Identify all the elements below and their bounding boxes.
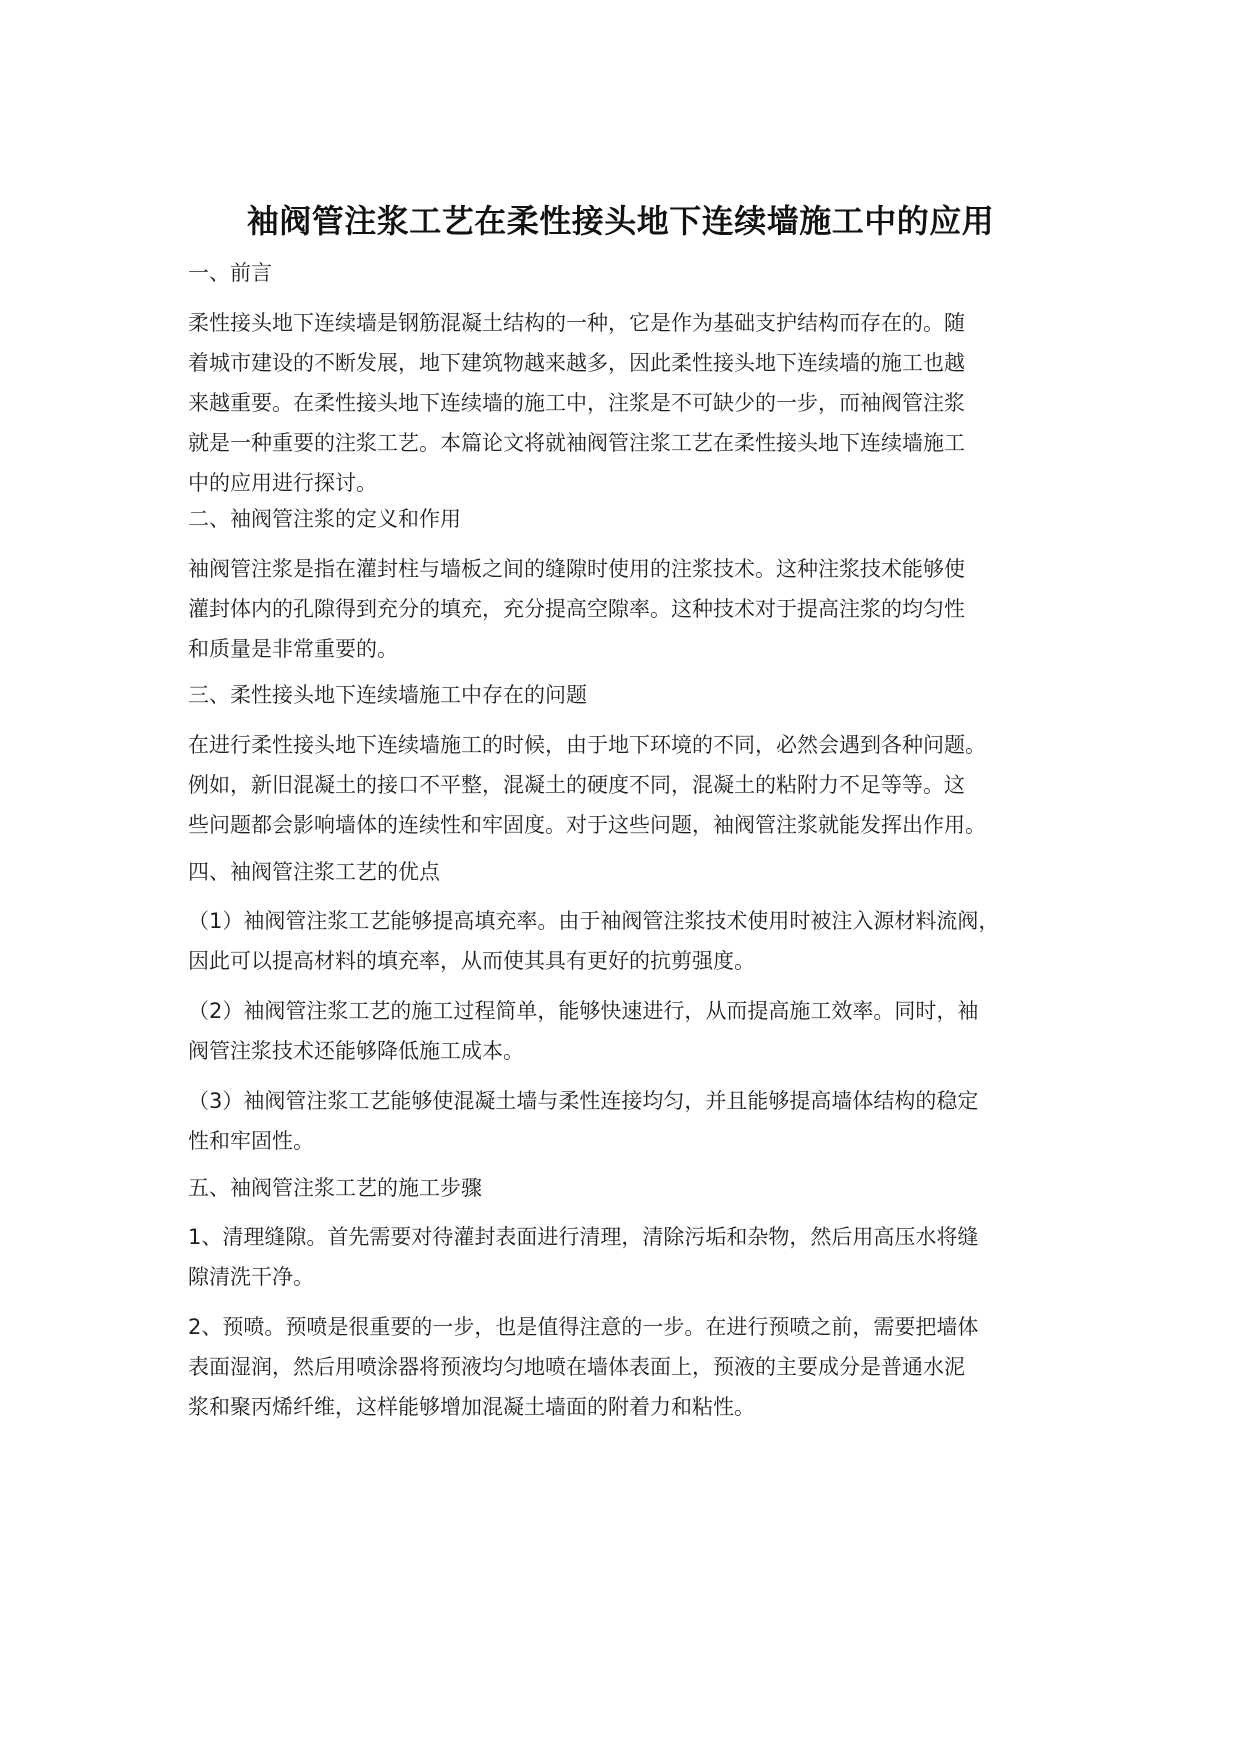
paragraph-line: 性和牢固性。 (188, 1129, 314, 1153)
paragraph-line: 灌封体内的孔隙得到充分的填充，充分提高空隙率。这种技术对于提高注浆的均匀性 (188, 597, 965, 621)
section-heading: 二、袖阀管注浆的定义和作用 (188, 507, 461, 531)
paragraph-line: （3）袖阀管注浆工艺能够使混凝土墙与柔性连接均匀，并且能够提高墙体结构的稳定 (188, 1089, 979, 1113)
paragraph (188, 1081, 1080, 1161)
paragraph-line: 浆和聚丙烯纤维，这样能够增加混凝土墙面的附着力和粘性。 (188, 1395, 755, 1419)
paragraph (188, 1307, 1080, 1427)
paragraph (188, 725, 1080, 845)
paragraph-line: 例如，新旧混凝土的接口不平整，混凝土的硬度不同，混凝土的粘附力不足等等。这 (188, 773, 965, 797)
section-heading: 三、柔性接头地下连续墙施工中存在的问题 (188, 683, 587, 707)
paragraph-line: 袖阀管注浆是指在灌封柱与墙板之间的缝隙时使用的注浆技术。这种注浆技术能够使 (188, 557, 965, 581)
paragraph-line: 1、清理缝隙。首先需要对待灌封表面进行清理，清除污垢和杂物，然后用高压水将缝 (188, 1225, 979, 1249)
paragraph-line: 因此可以提高材料的填充率，从而使其具有更好的抗剪强度。 (188, 949, 755, 973)
paragraph-line: 阀管注浆技术还能够降低施工成本。 (188, 1039, 524, 1063)
paragraph-line: （1）袖阀管注浆工艺能够提高填充率。由于袖阀管注浆技术使用时被注入源材料流阀， (188, 909, 1000, 933)
section-heading: 四、袖阀管注浆工艺的优点 (188, 860, 440, 884)
paragraph-line: 表面湿润，然后用喷涂器将预液均匀地喷在墙体表面上，预液的主要成分是普通水泥 (188, 1355, 965, 1379)
paragraph (188, 1217, 1080, 1297)
paragraph-line: 隙清洗干净。 (188, 1265, 314, 1289)
page-title: 袖阀管注浆工艺在柔性接头地下连续墙施工中的应用 (246, 202, 995, 241)
paragraph-line: 2、预喷。预喷是很重要的一步，也是值得注意的一步。在进行预喷之前，需要把墙体 (188, 1315, 979, 1339)
paragraph-line: （2）袖阀管注浆工艺的施工过程简单，能够快速进行，从而提高施工效率。同时，袖 (188, 999, 979, 1023)
section-heading: 一、前言 (188, 261, 272, 285)
paragraph (188, 901, 1080, 981)
paragraph (188, 991, 1080, 1071)
paragraph (188, 303, 1080, 503)
paragraph-line: 就是一种重要的注浆工艺。本篇论文将就袖阀管注浆工艺在柔性接头地下连续墙施工 (188, 431, 965, 455)
paragraph-line: 着城市建设的不断发展，地下建筑物越来越多，因此柔性接头地下连续墙的施工也越 (188, 351, 965, 375)
paragraph-line: 和质量是非常重要的。 (188, 637, 398, 661)
paragraph-line: 些问题都会影响墙体的连续性和牢固度。对于这些问题，袖阀管注浆就能发挥出作用。 (188, 813, 986, 837)
paragraph-line: 来越重要。在柔性接头地下连续墙的施工中，注浆是不可缺少的一步，而袖阀管注浆 (188, 391, 965, 415)
section-heading: 五、袖阀管注浆工艺的施工步骤 (188, 1176, 482, 1200)
paragraph-line: 柔性接头地下连续墙是钢筋混凝土结构的一种，它是作为基础支护结构而存在的。随 (188, 311, 965, 335)
paragraph-line: 在进行柔性接头地下连续墙施工的时候，由于地下环境的不同，必然会遇到各种问题。 (188, 733, 986, 757)
paragraph-line: 中的应用进行探讨。 (188, 471, 377, 495)
paragraph (188, 549, 1080, 669)
